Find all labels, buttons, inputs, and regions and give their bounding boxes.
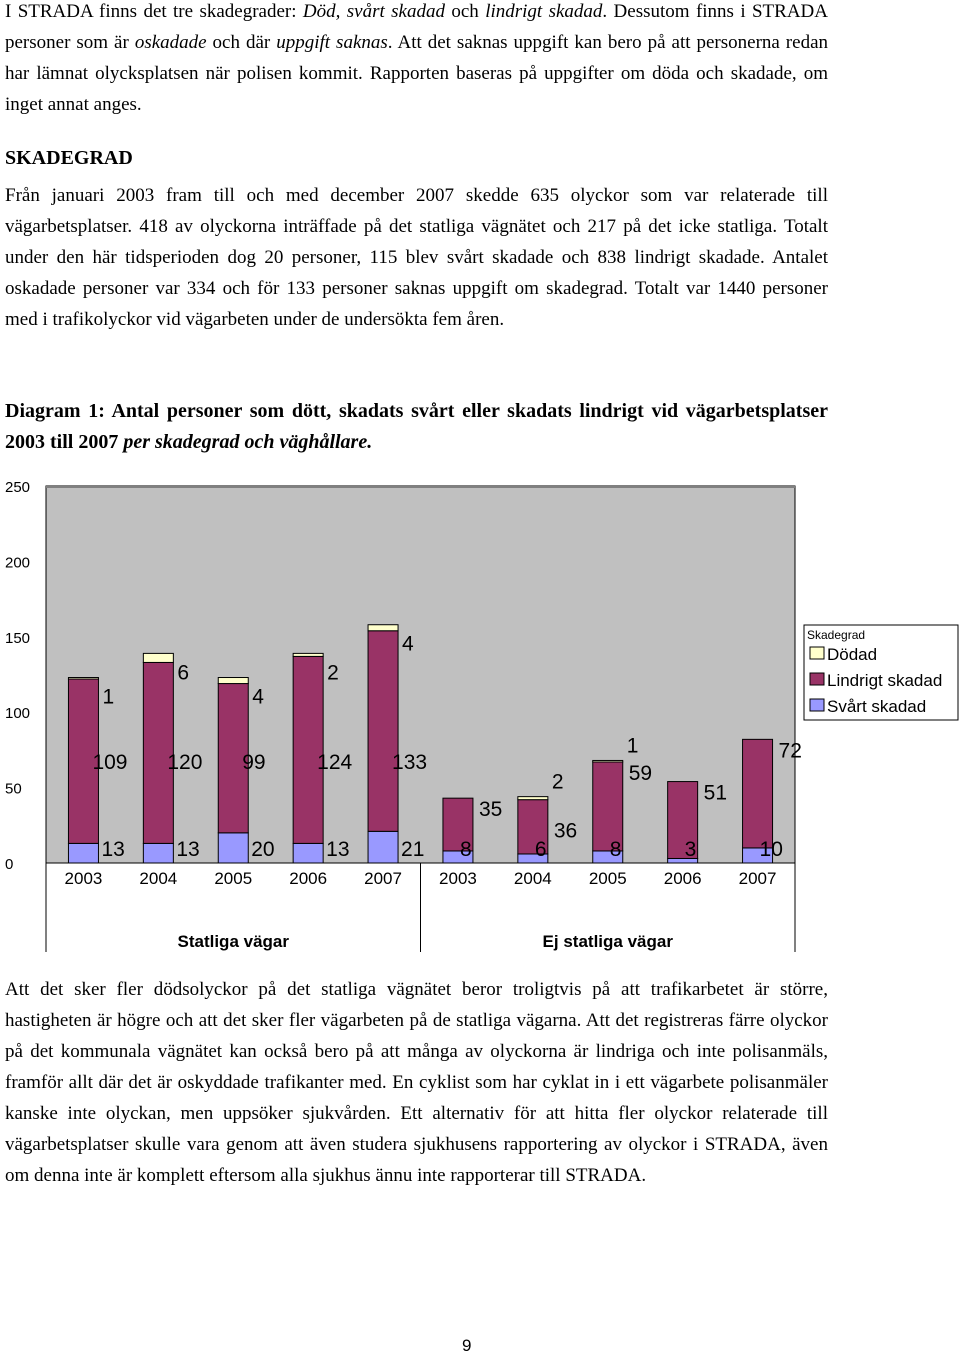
discussion-paragraph: Att det sker fler dödsolyckor på det statliga vägnätet beror troligtvis på att trafikarbetet är större, hastigheten är högre och att det sker fler vägarbeten på de statliga vägarna. Att det registreras färre olyckor på det kommunala vägnätet kan också bero på att många av olyckorna är lindriga och inte polisanmäls, framför allt där det är oskyddade trafikanter med. En cyklist som har cyklat in i ett vägarbete polisanmäler kanske inte olyckan, men uppsöker sjukvården. Ett alternativ för att hitta fler olyckor relaterade till vägarbetsplatser skulle vara genom att även studera sjukhusens rapportering av olyckor i STRADA, även om denna inte är komplett eftersom alla sjukhus ännu inte rapporterar till STRADA. (5, 979, 828, 1186)
bar-segment (368, 831, 398, 863)
data-label-lindrigt: 72 (778, 739, 802, 763)
bar-segment (368, 625, 398, 631)
group-label: Ej statliga vägar (542, 932, 673, 951)
data-label-svart: 6 (534, 838, 547, 861)
data-label-svart: 8 (459, 838, 472, 861)
y-tick-label: 200 (5, 554, 31, 572)
bar-segment (293, 653, 323, 656)
intro-seg: lindrigt skadad (485, 1, 603, 22)
data-label-dodad: 1 (626, 734, 639, 758)
intro-seg: och (444, 1, 486, 22)
data-label-svart: 8 (609, 838, 622, 861)
bar-segment (68, 843, 98, 863)
data-label-lindrigt: 133 (392, 751, 428, 774)
y-tick-label: 150 (5, 629, 31, 647)
bar-segment (743, 739, 773, 848)
legend-label: Svårt skadad (827, 697, 927, 716)
data-label-lindrigt: 36 (553, 819, 578, 843)
intro-seg: . Att det saknas uppgift kan bero på att personerna redan har lämnat olycksplatsen när polisen kommit. Rapporten baseras på uppgifter om döda och skadade, om inget annat anges. (5, 32, 829, 115)
bar-segment (218, 678, 248, 684)
x-tick-label: 2004 (513, 869, 552, 888)
caption-italic: per skadegrad och väghållare. (123, 431, 373, 453)
x-tick-label: 2005 (214, 869, 253, 888)
bar-segment (518, 797, 548, 800)
legend-swatch (810, 673, 824, 685)
data-label-dodad: 1 (102, 685, 115, 709)
x-tick-label: 2003 (439, 869, 477, 888)
x-tick-label: 2007 (364, 869, 402, 888)
data-label-lindrigt: 35 (478, 798, 503, 822)
data-label-dodad: 6 (177, 661, 190, 685)
intro-seg: . Dessutom finns i STRADA personer som är (5, 1, 828, 53)
intro-seg: och där (206, 32, 277, 53)
x-tick-label: 2006 (289, 869, 328, 888)
y-tick-label: 0 (5, 856, 14, 873)
data-label-lindrigt: 99 (242, 751, 266, 774)
injury-chart (0, 470, 960, 960)
y-tick-label: 100 (5, 705, 31, 723)
data-label-svart: 21 (401, 838, 425, 861)
legend-title: Skadegrad (807, 628, 866, 642)
bar-segment (368, 631, 398, 832)
data-label-svart: 13 (176, 838, 200, 861)
intro-seg: I STRADA finns det tre skadegrader: (5, 1, 303, 22)
intro-seg: uppgift saknas (276, 32, 388, 53)
legend-label: Dödad (827, 645, 878, 664)
y-tick-label: 250 (5, 479, 31, 496)
data-label-lindrigt: 51 (703, 781, 728, 805)
intro-paragraph (5, 0, 828, 120)
data-label-dodad: 2 (551, 770, 564, 794)
x-tick-label: 2007 (738, 869, 777, 888)
data-label-svart: 13 (101, 838, 125, 861)
data-label-dodad: 4 (252, 685, 264, 709)
bar-segment (143, 653, 173, 662)
page-number: 9 (462, 1336, 472, 1355)
x-tick-label: 2003 (64, 869, 103, 888)
legend-swatch (810, 699, 824, 711)
bar-segment (218, 833, 248, 863)
legend-label: Lindrigt skadad (827, 671, 943, 690)
data-label-svart: 10 (759, 838, 783, 861)
data-label-lindrigt: 59 (628, 761, 653, 785)
bar-segment (68, 678, 98, 680)
data-label-lindrigt: 120 (167, 751, 203, 774)
section-heading: SKADEGRAD (5, 147, 133, 169)
bar-segment (593, 760, 623, 762)
diagram-caption (5, 396, 828, 458)
bar-segment (293, 843, 323, 863)
caption-bold: Diagram 1: Antal personer som dött, skadats svårt eller skadats lindrigt vid vägarbetsplatser 2003 till 2007 (5, 400, 828, 453)
x-tick-label: 2006 (663, 869, 702, 888)
data-label-lindrigt: 124 (317, 751, 353, 774)
x-tick-label: 2005 (588, 869, 627, 888)
bar-segment (143, 843, 173, 863)
legend-swatch (810, 647, 824, 659)
y-tick-label: 50 (5, 780, 22, 798)
data-label-svart: 3 (684, 838, 697, 861)
x-tick-label: 2004 (139, 869, 178, 888)
statistics-paragraph: Från januari 2003 fram till och med december 2007 skedde 635 olyckor som var relaterade till vägarbetsplatser. 418 av olyckorna inträffade på det statliga vägnätet och 217 på det icke statliga. Totalt under den här tidsperioden dog 20 personer, 115 blev svårt skadade och 838 lindrigt skadade. Antalet oskadade personer var 334 och för 133 personer saknas uppgift om skadegrad. Totalt var 1440 personer med i trafikolyckor vid vägarbeten under de undersökta fem åren. (5, 185, 828, 330)
data-label-lindrigt: 109 (92, 751, 128, 774)
data-label-svart: 20 (251, 838, 275, 861)
data-label-dodad: 4 (402, 632, 414, 656)
intro-seg: Död, svårt skadad (302, 1, 445, 22)
data-label-svart: 13 (326, 838, 350, 861)
bar-segment (293, 656, 323, 843)
data-label-dodad: 2 (327, 661, 339, 685)
intro-seg: oskadade (134, 32, 207, 53)
group-label: Statliga vägar (177, 932, 289, 951)
